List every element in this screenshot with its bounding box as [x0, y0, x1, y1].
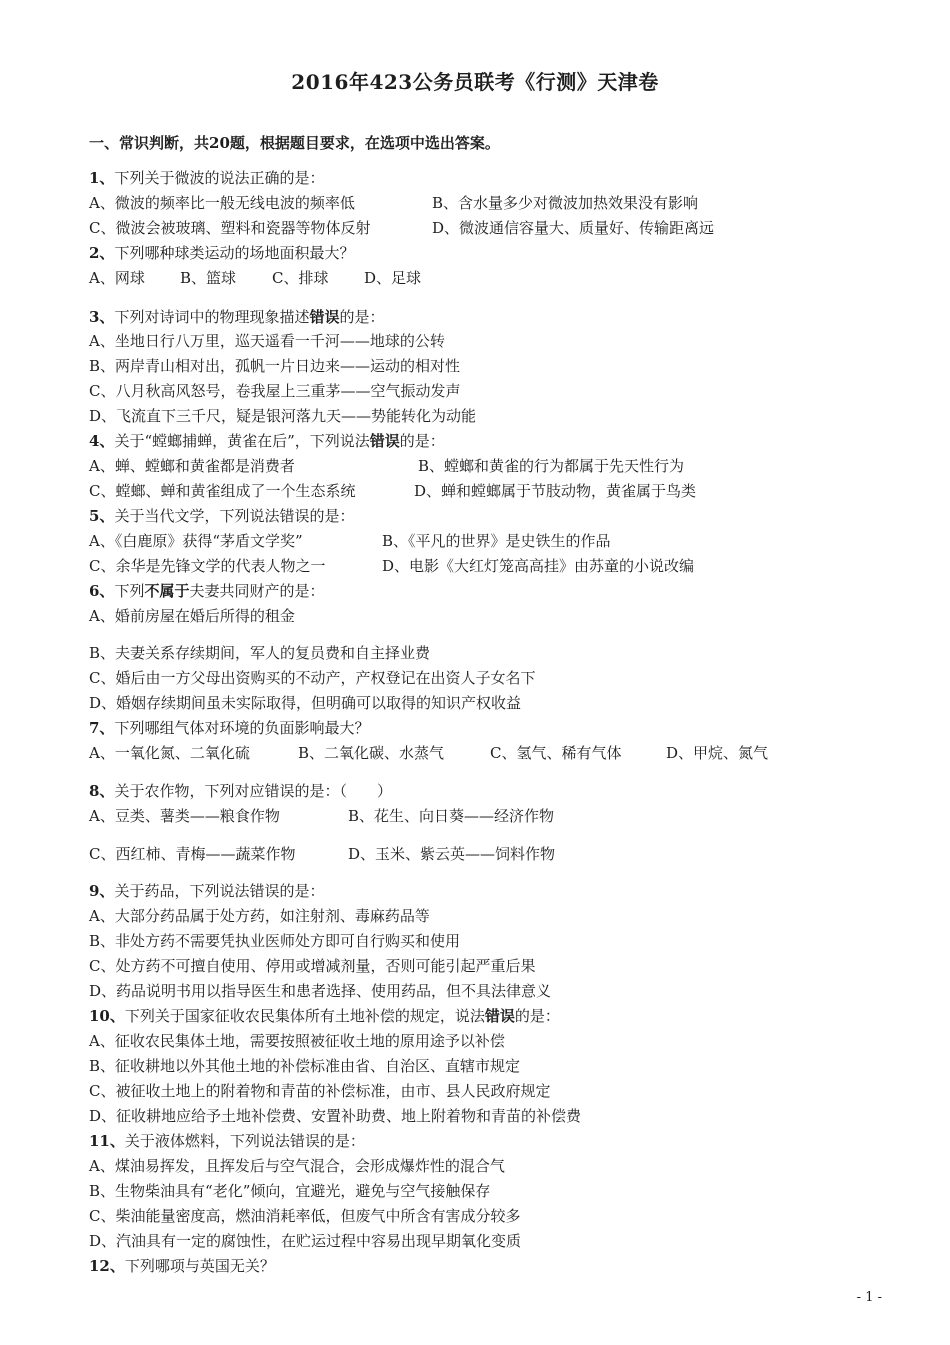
q4-option-c: C、螳螂、蝉和黄雀组成了一个生态系统: [89, 482, 356, 500]
q10-option-a: A、征收农民集体土地，需要按照被征收土地的原用途予以补偿: [89, 1032, 505, 1050]
q5-option-a: A、《白鹿原》获得“茅盾文学奖”: [89, 532, 303, 550]
q9-option-b: B、非处方药不需要凭执业医师处方即可自行购买和使用: [89, 932, 461, 950]
q4-option-b: B、螳螂和黄雀的行为都属于先天性行为: [418, 457, 685, 475]
q3-option-c: C、八月秋高风怒号，卷我屋上三重茅——空气振动发声: [89, 382, 461, 400]
q5-option-c: C、余华是先锋文学的代表人物之一: [89, 557, 326, 575]
q8-option-b: B、花生、向日葵——经济作物: [348, 807, 555, 825]
q3-option-a: A、坐地日行八万里，巡天遥看一千河——地球的公转: [89, 332, 445, 350]
q4-option-d: D、蝉和螳螂属于节肢动物，黄雀属于鸟类: [414, 482, 697, 500]
q3-option-d: D、飞流直下三千尺，疑是银河落九天——势能转化为动能: [89, 407, 477, 425]
q8-option-c: C、西红柿、青梅——蔬菜作物: [89, 845, 296, 863]
question-7: 7、下列哪组气体对环境的负面影响最大？: [89, 719, 370, 737]
question-9: 9、关于药品，下列说法错误的是：: [89, 882, 325, 900]
q1-option-b: B、含水量多少对微波加热效果没有影响: [432, 194, 699, 212]
q1-option-c: C、微波会被玻璃、塑料和瓷器等物体反射: [89, 219, 371, 237]
q7-option-a: A、一氧化氮、二氧化硫: [89, 744, 250, 762]
q1-option-a: A、微波的频率比一般无线电波的频率低: [89, 194, 355, 212]
q8-option-d: D、玉米、紫云英——饲料作物: [348, 845, 556, 863]
q6-option-c: C、婚后由一方父母出资购买的不动产，产权登记在出资人子女名下: [89, 669, 536, 687]
q3-option-b: B、两岸青山相对出，孤帆一片日边来——运动的相对性: [89, 357, 461, 375]
q1-option-d: D、微波通信容量大、质量好、传输距离远: [432, 219, 715, 237]
q10-option-d: D、征收耕地应给予土地补偿费、安置补助费、地上附着物和青苗的补偿费: [89, 1107, 582, 1125]
q11-option-c: C、柴油能量密度高，燃油消耗率低，但废气中所含有害成分较多: [89, 1207, 521, 1225]
q7-option-c: C、氢气、稀有气体: [490, 744, 622, 762]
q11-option-b: B、生物柴油具有“老化”倾向，宜避光，避免与空气接触保存: [89, 1182, 491, 1200]
q5-option-d: D、电影《大红灯笼高高挂》由苏童的小说改编: [382, 557, 695, 575]
q9-option-c: C、处方药不可擅自使用、停用或增减剂量，否则可能引起严重后果: [89, 957, 536, 975]
question-3: 3、下列对诗词中的物理现象描述错误的是：: [89, 308, 385, 326]
q9-option-d: D、药品说明书用以指导医生和患者选择、使用药品，但不具法律意义: [89, 982, 552, 1000]
q7-option-d: D、甲烷、氮气: [666, 744, 769, 762]
q11-option-d: D、汽油具有一定的腐蚀性，在贮运过程中容易出现早期氧化变质: [89, 1232, 522, 1250]
question-10: 10、下列关于国家征收农民集体所有土地补偿的规定，说法错误的是：: [89, 1007, 560, 1025]
section-heading: 一、常识判断，共20题，根据题目要求，在选项中选出答案。: [89, 134, 500, 152]
question-2: 2、下列哪种球类运动的场地面积最大？: [89, 244, 355, 262]
q6-option-b: B、夫妻关系存续期间，军人的复员费和自主择业费: [89, 644, 431, 662]
q6-option-d: D、婚姻存续期间虽未实际取得，但明确可以取得的知识产权收益: [89, 694, 522, 712]
question-5: 5、关于当代文学，下列说法错误的是：: [89, 507, 355, 525]
q7-option-b: B、二氧化碳、水蒸气: [298, 744, 445, 762]
q6-option-a: A、婚前房屋在婚后所得的租金: [89, 607, 295, 625]
q5-option-b: B、《平凡的世界》是史铁生的作品: [382, 532, 611, 550]
question-12: 12、下列哪项与英国无关？: [89, 1257, 275, 1275]
question-4: 4、关于“螳螂捕蝉，黄雀在后”，下列说法错误的是：: [89, 432, 445, 450]
page-number: - 1 -: [856, 1290, 882, 1305]
q10-option-c: C、被征收土地上的附着物和青苗的补偿标准，由市、县人民政府规定: [89, 1082, 551, 1100]
q2-option-d: D、足球: [364, 269, 422, 287]
q2-option-b: B、篮球: [180, 269, 237, 287]
q2-option-c: C、排球: [272, 269, 329, 287]
q8-option-a: A、豆类、薯类——粮食作物: [89, 807, 280, 825]
question-1: 1、下列关于微波的说法正确的是：: [89, 169, 325, 187]
q4-option-a: A、蝉、螳螂和黄雀都是消费者: [89, 457, 295, 475]
q9-option-a: A、大部分药品属于处方药，如注射剂、毒麻药品等: [89, 907, 430, 925]
question-11: 11、关于液体燃料，下列说法错误的是：: [89, 1132, 365, 1150]
q10-option-b: B、征收耕地以外其他土地的补偿标准由省、自治区、直辖市规定: [89, 1057, 521, 1075]
page-title: 2016年423公务员联考《行测》天津卷: [291, 70, 659, 94]
question-6: 6、下列不属于夫妻共同财产的是：: [89, 582, 325, 600]
q2-option-a: A、网球: [89, 269, 145, 287]
question-8: 8、关于农作物，下列对应错误的是：（ ）: [89, 782, 392, 800]
q11-option-a: A、煤油易挥发，且挥发后与空气混合，会形成爆炸性的混合气: [89, 1157, 505, 1175]
